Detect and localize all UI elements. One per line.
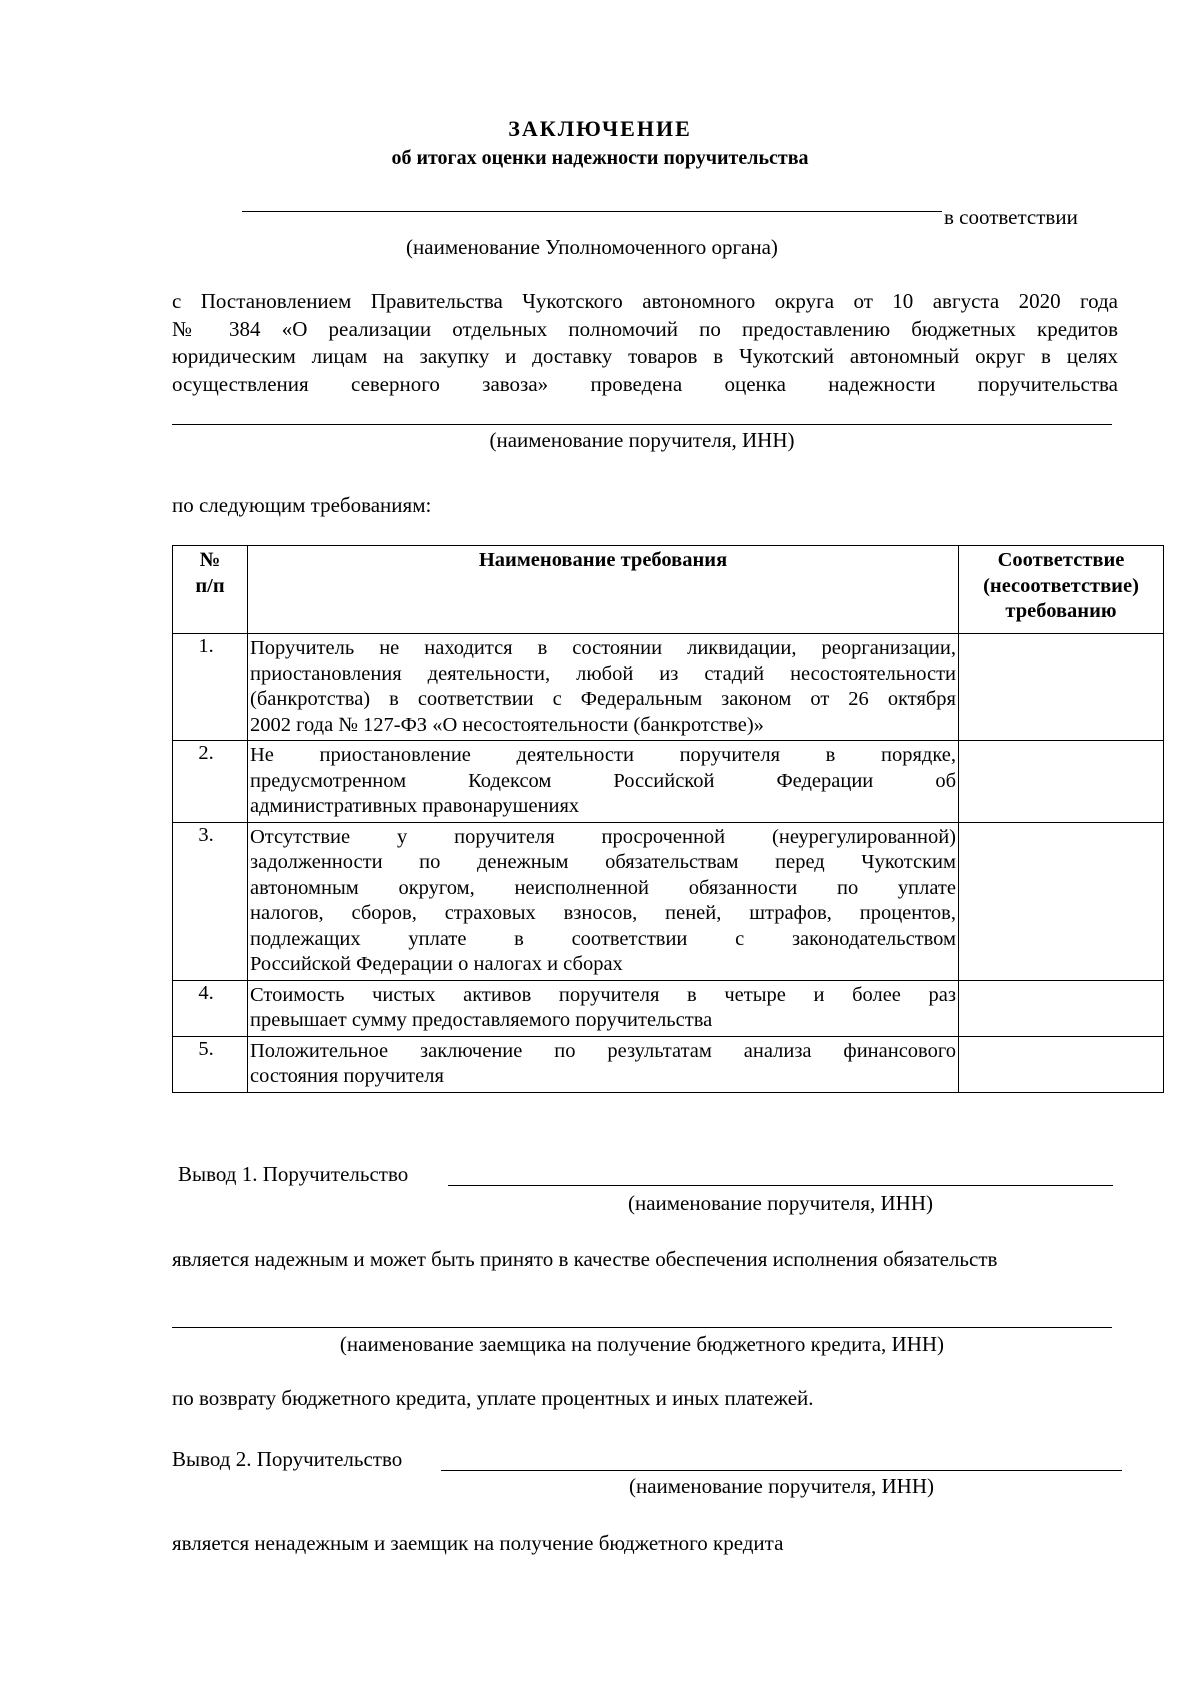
document-title: ЗАКЛЮЧЕНИЕ bbox=[508, 116, 692, 141]
requirement-line: (банкротства) в соответствии с Федеральным законом от 26 октября bbox=[250, 688, 956, 710]
conclusion1-tail: по возврату бюджетного кредита, уплате процентных и иных платежей. bbox=[172, 1386, 814, 1410]
authority-hint: (наименование Уполномоченного органа) bbox=[406, 235, 778, 259]
document-subtitle: об итогах оценки надежности поручительства bbox=[391, 147, 809, 169]
row-num: 3. bbox=[173, 822, 248, 980]
authority-suffix: в соответствии bbox=[944, 205, 1078, 229]
requirement-line: Российской Федерации о налогах и сборах bbox=[250, 953, 623, 975]
row-compliance-cell[interactable] bbox=[959, 741, 1164, 823]
conclusion1-guarantor-line[interactable] bbox=[448, 1185, 1113, 1186]
requirement-line: превышает сумму предоставляемого поручительства bbox=[250, 1009, 713, 1031]
requirement-line: состояния поручителя bbox=[250, 1065, 444, 1087]
row-compliance-cell[interactable] bbox=[959, 1036, 1164, 1092]
header-num-line: № bbox=[199, 549, 221, 571]
conclusion1-guarantor-hint: (наименование поручителя, ИНН) bbox=[627, 1191, 934, 1215]
conclusion2-guarantor-line[interactable] bbox=[441, 1470, 1122, 1471]
conclusion1-text: является надежным и может быть принято в качестве обеспечения исполнения обязательств bbox=[172, 1247, 998, 1271]
requirement-line: задолженности по денежным обязательствам перед Чукотским bbox=[250, 851, 956, 873]
conclusion1-label: Вывод 1. Поручительство bbox=[178, 1162, 409, 1186]
intro-paragraph bbox=[172, 288, 1118, 398]
requirement-line: приостановления деятельности, любой из стадий несостоятельности bbox=[250, 662, 956, 685]
requirement-line: Положительное заключение по результатам анализа финансового bbox=[250, 1039, 956, 1062]
requirement-line: предусмотренном Кодексом Российской Федерации об bbox=[250, 769, 956, 792]
requirement-line: административных правонарушениях bbox=[250, 795, 580, 817]
conclusion1-borrower-line[interactable] bbox=[172, 1327, 1112, 1328]
table-row bbox=[173, 822, 1164, 980]
conclusion2-text: является ненадежным и заемщик на получение бюджетного кредита bbox=[172, 1531, 784, 1555]
row-compliance-cell[interactable] bbox=[959, 822, 1164, 980]
authority-blank-line[interactable] bbox=[242, 211, 942, 212]
row-compliance-cell[interactable] bbox=[959, 634, 1164, 741]
row-requirement bbox=[248, 980, 959, 1036]
header-compliance-line: Соответствие bbox=[997, 549, 1125, 571]
header-num bbox=[173, 546, 248, 634]
table-row bbox=[173, 634, 1164, 741]
requirement-line: автономным округом, неисполненной обязанности по уплате bbox=[250, 876, 956, 899]
conclusion2-guarantor-hint: (наименование поручителя, ИНН) bbox=[628, 1474, 935, 1498]
table-row bbox=[173, 1036, 1164, 1092]
requirement-line: Отсутствие у поручителя просроченной (неурегулированной) bbox=[250, 825, 956, 848]
row-num: 2. bbox=[173, 741, 248, 823]
requirement-line: налогов, сборов, страховых взносов, пеней, штрафов, процентов, bbox=[250, 902, 956, 924]
row-requirement bbox=[248, 634, 959, 741]
conclusion2-label: Вывод 2. Поручительство bbox=[172, 1447, 403, 1471]
intro-line: № 384 «О реализации отдельных полномочий по предоставлению бюджетных кредитов bbox=[172, 316, 1118, 341]
table-row bbox=[173, 741, 1164, 823]
requirement-line: Поручитель не находится в состоянии ликвидации, реорганизации, bbox=[250, 637, 956, 659]
table-header-row bbox=[173, 546, 1164, 634]
header-compliance-line: (несоответствие) bbox=[983, 574, 1139, 597]
intro-line: с Постановлением Правительства Чукотского автономного округа от 10 августа 2020 года bbox=[172, 289, 1118, 313]
row-requirement bbox=[248, 741, 959, 823]
intro-line: осуществления северного завоза» проведена оценка надежности поручительства bbox=[172, 371, 1118, 396]
header-compliance-line: требованию bbox=[1005, 600, 1117, 622]
row-num: 5. bbox=[173, 1036, 248, 1092]
requirement-line: подлежащих уплате в соответствии с законодательством bbox=[250, 927, 956, 950]
row-compliance-cell[interactable] bbox=[959, 980, 1164, 1036]
table-row bbox=[173, 980, 1164, 1036]
requirement-line: 2002 года № 127-ФЗ «О несостоятельности (банкротстве)» bbox=[250, 713, 764, 736]
guarantor-blank-line[interactable] bbox=[172, 424, 1112, 425]
intro-line: юридическим лицам на закупку и доставку товаров в Чукотский автономный округ в целях bbox=[172, 344, 1118, 368]
requirement-line: Стоимость чистых активов поручителя в четыре и более раз bbox=[250, 983, 956, 1006]
requirements-table bbox=[172, 545, 1164, 1093]
guarantor-hint: (наименование поручителя, ИНН) bbox=[489, 428, 795, 452]
row-num: 1. bbox=[173, 634, 248, 741]
row-num: 4. bbox=[173, 980, 248, 1036]
conclusion1-borrower-hint: (наименование заемщика на получение бюджетного кредита, ИНН) bbox=[339, 1332, 945, 1356]
row-requirement bbox=[248, 822, 959, 980]
header-num-line: п/п bbox=[195, 574, 225, 597]
requirement-line: Не приостановление деятельности поручителя в порядке, bbox=[250, 744, 956, 766]
requirements-lead: по следующим требованиям: bbox=[172, 493, 432, 517]
row-requirement bbox=[248, 1036, 959, 1092]
header-compliance bbox=[959, 546, 1164, 634]
header-name: Наименование требования bbox=[248, 546, 959, 634]
